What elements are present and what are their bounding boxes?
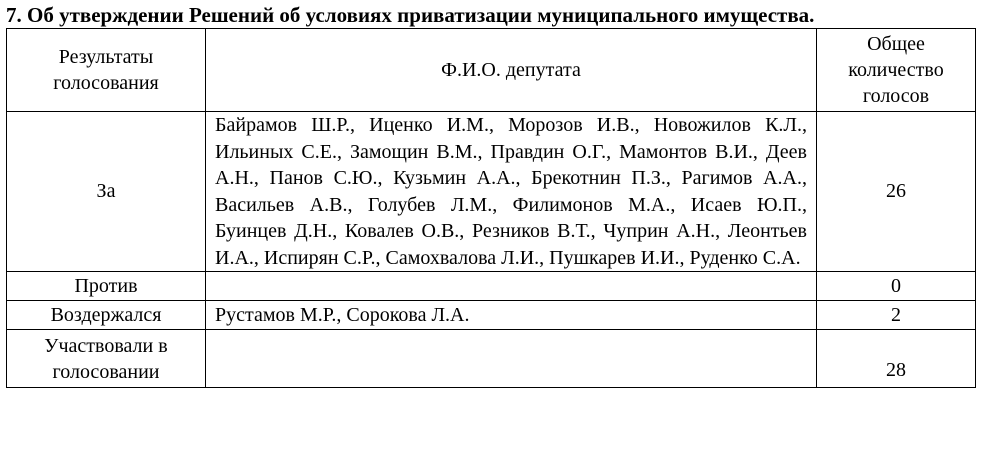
voting-results-table — [6, 28, 976, 388]
header-voting-result-line2: голосования — [53, 72, 159, 94]
total-against: 0 — [817, 272, 976, 301]
result-against: Против — [7, 272, 206, 301]
total-participated: 28 — [817, 330, 976, 388]
deputies-abstained: Рустамов М.Р., Сорокова Л.А. — [206, 301, 817, 330]
table-row-for — [7, 112, 976, 272]
result-participated-line1: Участвовали в — [44, 334, 168, 357]
section-heading: 7. Об утверждении Решений об условиях приватизации муниципального имущества. — [6, 3, 815, 27]
result-abstained: Воздержался — [7, 301, 206, 330]
table-header-row — [7, 29, 976, 112]
header-deputy-name: Ф.И.О. депутата — [206, 29, 817, 112]
table-row-against — [7, 272, 976, 301]
table-row-abstained — [7, 301, 976, 330]
header-total-votes-line1: Общее — [867, 33, 925, 55]
header-voting-result — [7, 29, 206, 112]
result-for: За — [7, 112, 206, 272]
deputies-against — [206, 272, 817, 301]
table-row-participated — [7, 330, 976, 388]
result-participated-line2: голосовании — [52, 360, 160, 383]
header-voting-result-line1: Результаты — [58, 46, 154, 68]
header-total-votes-line3: голосов — [862, 85, 930, 107]
deputies-participated — [206, 330, 817, 388]
total-abstained: 2 — [817, 301, 976, 330]
header-total-votes-line2: количество — [848, 59, 944, 81]
result-participated — [7, 330, 206, 388]
deputies-for: Байрамов Ш.Р., Иценко И.М., Морозов И.В., Новожилов К.Л., Ильиных С.Е., Замощин В.М., Правдин О.Г., Мамонтов В.И., Деев А.Н., Панов С.Ю., Кузьмин А.А., Брекотнин П.З., Рагимов А.А., Васильев А.В., Голубев Л.М., Филимонов М.А., Исаев Ю.П., Буинцев Д.Н., Ковалев О.В., Резников В.Т., Чуприн А.Н., Леонтьев И.А., Испирян С.Р., Самохвалова Л.И., Пушкарев И.И., Руденко С.А. — [206, 112, 817, 272]
total-for: 26 — [817, 112, 976, 272]
header-total-votes — [817, 29, 976, 112]
